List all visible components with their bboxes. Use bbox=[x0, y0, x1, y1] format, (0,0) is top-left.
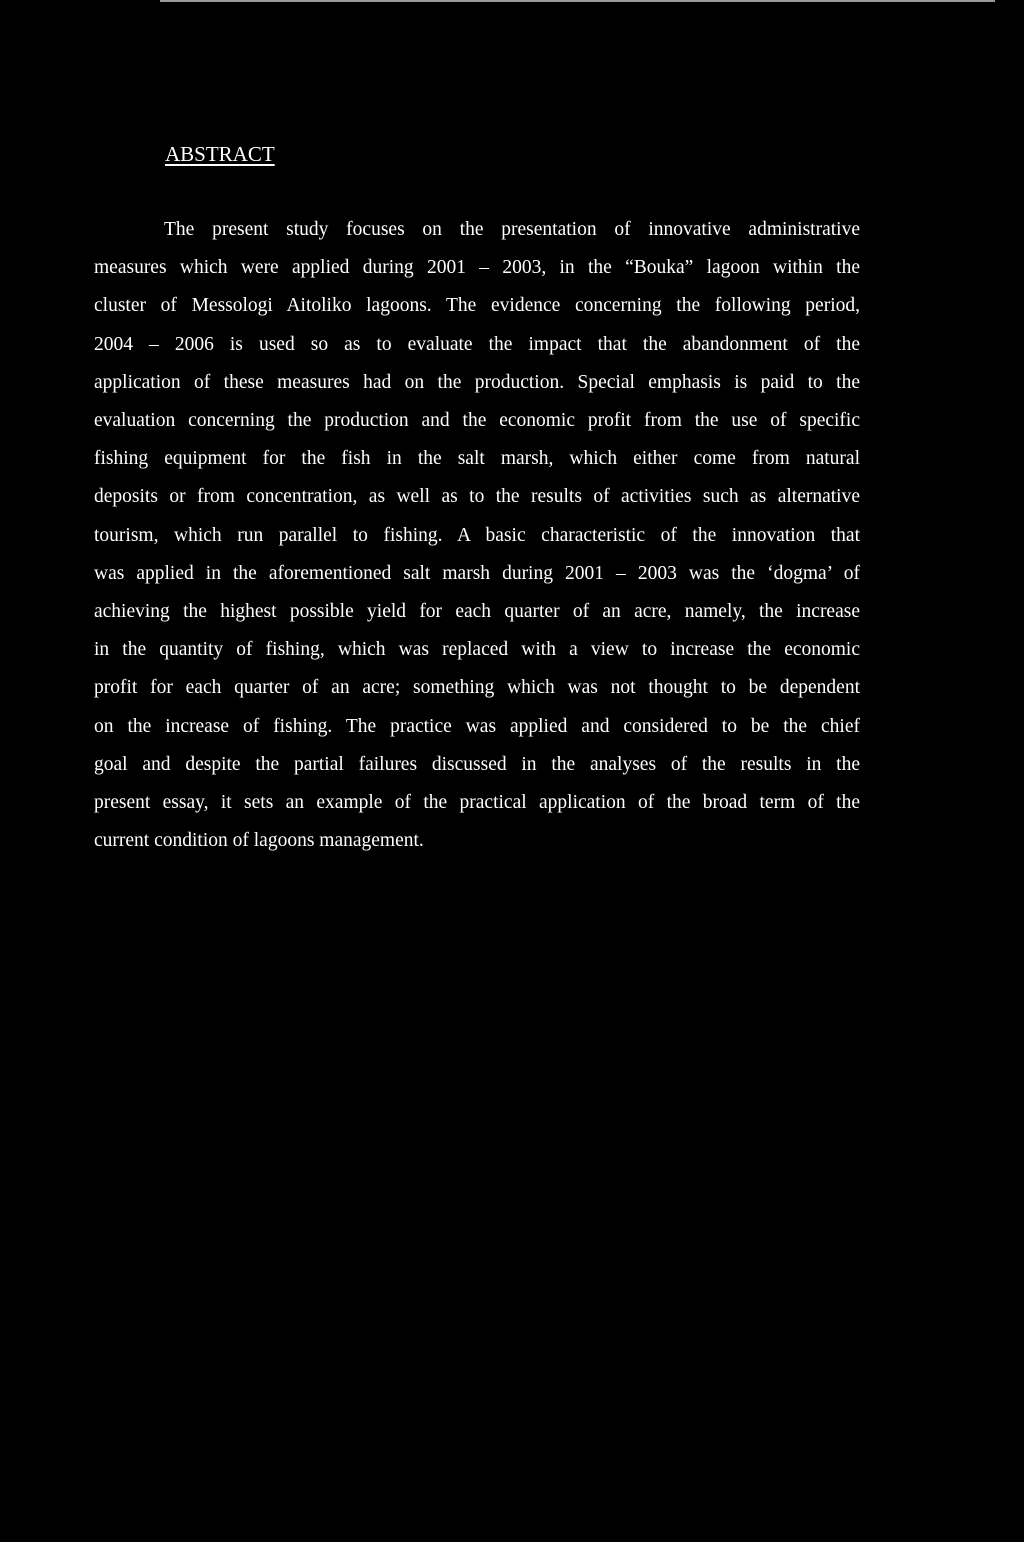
abstract-line: cluster of Messologi Aitoliko lagoons. The evidence concerning the following period, bbox=[94, 295, 860, 317]
abstract-line: measures which were applied during 2001 – 2003, in the “Bouka” lagoon within the bbox=[94, 257, 860, 279]
abstract-heading: ABSTRACT bbox=[165, 142, 275, 166]
abstract-line: 2004 – 2006 is used so as to evaluate the impact that the abandonment of the bbox=[94, 333, 860, 355]
abstract-line: profit for each quarter of an acre; something which was not thought to be dependent bbox=[94, 677, 860, 699]
abstract-line: application of these measures had on the production. Special emphasis is paid to the bbox=[94, 371, 860, 393]
abstract-line: deposits or from concentration, as well as to the results of activities such as alternative bbox=[94, 486, 860, 508]
abstract-line: evaluation concerning the production and the economic profit from the use of specific bbox=[94, 410, 860, 432]
abstract-line: on the increase of fishing. The practice was applied and considered to be the chief bbox=[94, 715, 860, 737]
abstract-line: present essay, it sets an example of the practical application of the broad term of the bbox=[94, 792, 860, 814]
top-rule bbox=[160, 0, 995, 2]
abstract-line: tourism, which run parallel to fishing. A basic characteristic of the innovation that bbox=[94, 524, 860, 546]
abstract-line: current condition of lagoons management. bbox=[94, 830, 424, 852]
abstract-line: fishing equipment for the fish in the salt marsh, which either come from natural bbox=[94, 448, 860, 470]
abstract-line: achieving the highest possible yield for each quarter of an acre, namely, the increase bbox=[94, 601, 860, 623]
abstract-body bbox=[94, 211, 860, 860]
abstract-line: The present study focuses on the presentation of innovative administrative bbox=[164, 219, 860, 240]
abstract-line: was applied in the aforementioned salt marsh during 2001 – 2003 was the ‘dogma’ of bbox=[94, 562, 860, 584]
abstract-line: goal and despite the partial failures discussed in the analyses of the results in the bbox=[94, 753, 860, 775]
abstract-line: in the quantity of fishing, which was replaced with a view to increase the economic bbox=[94, 639, 860, 661]
